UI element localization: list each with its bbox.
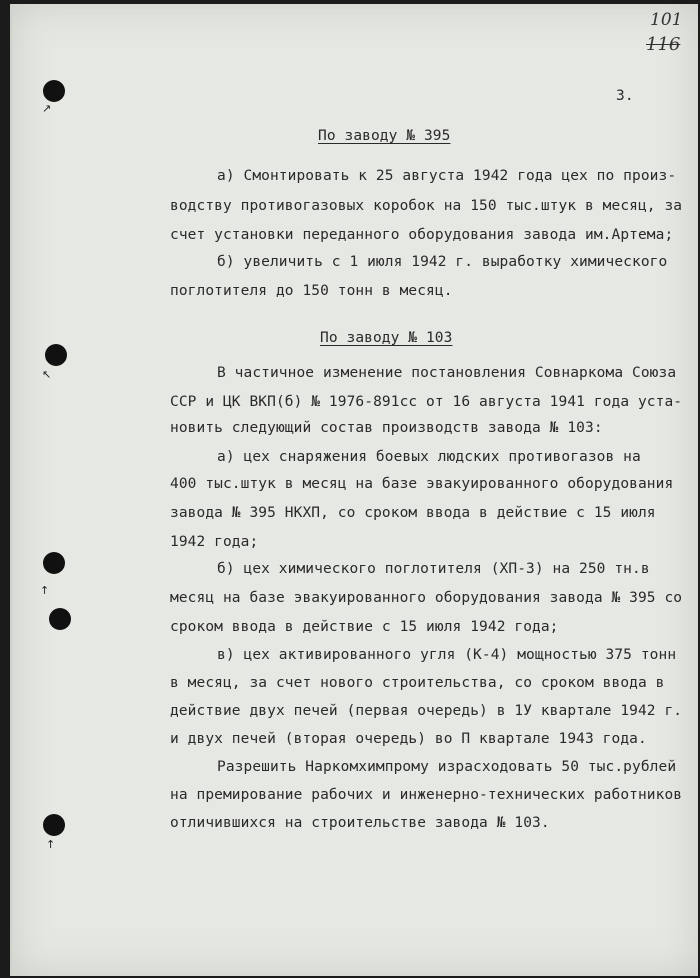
section2-line-5: 400 тыс.штук в месяц на базе эвакуированного оборудования [170,476,674,492]
section2-line-11: в) цех активированного угля (К-4) мощностью 375 тонн [217,647,677,663]
punch-hole-3 [43,552,65,574]
section1-line-1: а) Смонтировать к 25 августа 1942 года цех по произ- [217,168,677,184]
punch-hole-5 [43,814,65,836]
punch-hole-2 [45,344,67,366]
section2-line-7: 1942 года; [170,534,259,550]
punch-hole-1 [43,80,65,102]
section1-line-2: водству противогазовых коробок на 150 тыс.штук в месяц, за [170,198,683,214]
archive-number-top: 101 [650,10,683,30]
archive-number-struck: 116 [646,34,681,55]
section2-line-16: на премирование рабочих и инженерно-технических работников [170,787,683,803]
section2-line-4: а) цех снаряжения боевых людских противогазов на [217,449,641,465]
section2-line-17: отличившихся на строительстве завода № 103. [170,815,550,831]
section2-line-8: б) цех химического поглотителя (ХП-3) на 250 тн.в [217,561,650,577]
section1-line-4: б) увеличить с 1 июля 1942 г. выработку химического [217,254,668,270]
hole-mark-3: ↑ [40,584,50,597]
section1-line-3: счет установки переданного оборудования завода им.Артема; [170,227,674,243]
hole-mark-5: ↑ [46,838,56,851]
hole-mark-1: ↗ [42,102,52,115]
section1-heading: По заводу № 395 [318,128,451,144]
section2-line-14: и двух печей (вторая очередь) во П квартале 1943 года. [170,731,647,747]
section2-line-6: завода № 395 НКХП, со сроком ввода в действие с 15 июля [170,505,656,521]
section2-line-2: ССР и ЦК ВКП(б) № 1976-891сс от 16 августа 1941 года уста- [170,394,683,410]
page-number: 3. [616,88,634,104]
section2-line-12: в месяц, за счет нового строительства, со сроком ввода в [170,675,665,691]
punch-hole-4 [49,608,71,630]
section2-line-3: новить следующий состав производств завода № 103: [170,420,603,436]
document-page [10,4,698,976]
hole-mark-2: ↖ [42,368,52,381]
section2-line-15: Разрешить Наркомхимпрому израсходовать 50 тыс.рублей [217,759,677,775]
section2-line-13: действие двух печей (первая очередь) в 1У квартале 1942 г. [170,703,683,719]
section2-line-1: В частичное изменение постановления Совнаркома Союза [217,365,677,381]
section2-heading: По заводу № 103 [320,330,453,346]
section2-line-9: месяц на базе эвакуированного оборудования завода № 395 со [170,590,683,606]
section2-line-10: сроком ввода в действие с 15 июля 1942 года; [170,619,559,635]
section1-line-5: поглотителя до 150 тонн в месяц. [170,283,453,299]
